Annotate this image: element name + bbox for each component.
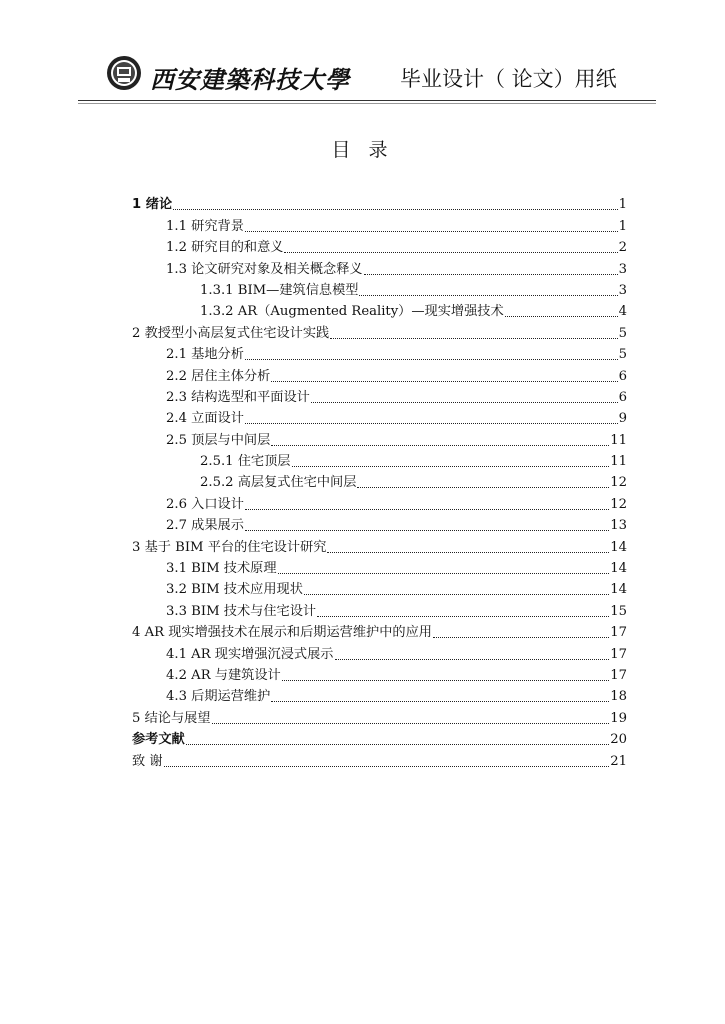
toc-page-number: 14	[610, 539, 627, 555]
toc-page-number: 21	[610, 753, 627, 769]
toc-dot-leader	[271, 366, 617, 382]
toc-page-number: 17	[610, 625, 627, 641]
toc-entry-label: 2.6 入口设计	[166, 496, 244, 512]
toc-dot-leader	[317, 601, 609, 617]
toc-page-number: 6	[618, 389, 627, 405]
toc-entry[interactable]	[132, 513, 627, 534]
toc-entry[interactable]	[132, 299, 627, 320]
toc-entry-label: 2.1 基地分析	[166, 347, 244, 363]
toc-entry-label: 1.1 研究背景	[166, 218, 244, 234]
toc-entry[interactable]	[132, 470, 627, 491]
toc-entry[interactable]	[132, 427, 627, 448]
toc-entry[interactable]	[132, 213, 627, 234]
toc-page-number: 1	[618, 197, 627, 213]
toc-page-number: 12	[610, 496, 627, 512]
toc-entry-label: 参考文献	[132, 732, 185, 748]
toc-entry[interactable]	[132, 491, 627, 512]
toc-entry[interactable]	[132, 748, 627, 769]
toc-entry-label: 2.3 结构选型和平面设计	[166, 389, 310, 405]
toc-dot-leader	[245, 515, 609, 531]
toc-page-number: 20	[610, 732, 627, 748]
toc-dot-leader	[359, 280, 617, 296]
toc-entry[interactable]	[132, 534, 627, 555]
toc-page-number: 13	[610, 518, 627, 534]
toc-entry-label: 2.5.2 高层复式住宅中间层	[200, 475, 357, 491]
toc-entry-label: 4.2 AR 与建筑设计	[166, 667, 281, 683]
toc-entry-label: 1.3.1 BIM—建筑信息模型	[200, 282, 359, 298]
header-divider	[78, 100, 656, 101]
toc-dot-leader	[282, 665, 609, 681]
toc-entry-label: 2 教授型小高层复式住宅设计实践	[132, 325, 330, 341]
toc-page-number: 14	[610, 582, 627, 598]
toc-dot-leader	[330, 323, 617, 339]
toc-entry[interactable]	[132, 449, 627, 470]
toc-entry-label: 4.3 后期运营维护	[166, 689, 271, 705]
toc-entry[interactable]	[132, 235, 627, 256]
toc-dot-leader	[164, 751, 610, 767]
toc-dot-leader	[271, 686, 609, 702]
toc-page-number: 5	[618, 347, 627, 363]
toc-entry-label: 1.3.2 AR（Augmented Reality）—现实增强技术	[200, 304, 504, 320]
toc-page-number: 6	[618, 368, 627, 384]
toc-entry[interactable]	[132, 577, 627, 598]
toc-dot-leader	[245, 216, 618, 232]
toc-dot-leader	[271, 430, 609, 446]
toc-dot-leader	[304, 579, 609, 595]
toc-entry-label: 2.2 居住主体分析	[166, 368, 271, 384]
toc-page-number: 2	[618, 240, 627, 256]
toc-page-number: 12	[610, 475, 627, 491]
toc-dot-leader	[357, 472, 609, 488]
toc-page-number: 17	[610, 667, 627, 683]
toc-entry-label: 3.1 BIM 技术原理	[166, 561, 277, 577]
toc-dot-leader	[364, 259, 618, 275]
university-name: 西安建築科技大學	[150, 65, 350, 94]
toc-page-number: 1	[618, 218, 627, 234]
toc-entry-label: 4.1 AR 现实增强沉浸式展示	[166, 646, 334, 662]
toc-page-number: 15	[610, 603, 627, 619]
toc-entry-label: 3.3 BIM 技术与住宅设计	[166, 603, 317, 619]
toc-dot-leader	[245, 344, 618, 360]
university-seal-icon	[106, 55, 142, 91]
toc-page-number: 17	[610, 646, 627, 662]
toc-page-number: 18	[610, 689, 627, 705]
table-of-contents	[132, 192, 627, 770]
toc-entry[interactable]	[132, 406, 627, 427]
toc-page-number: 19	[610, 710, 627, 726]
toc-entry[interactable]	[132, 192, 627, 213]
toc-dot-leader	[186, 729, 609, 745]
toc-dot-leader	[311, 387, 618, 403]
toc-page-number: 3	[618, 261, 627, 277]
toc-entry-label: 1 绪论	[132, 197, 173, 213]
toc-dot-leader	[245, 408, 618, 424]
toc-entry[interactable]	[132, 620, 627, 641]
toc-dot-leader	[245, 494, 609, 510]
toc-entry-label: 1.2 研究目的和意义	[166, 240, 284, 256]
document-type-label: 毕业设计（ 论文）用纸	[400, 67, 617, 91]
toc-entry-label: 2.5.1 住宅顶层	[200, 454, 291, 470]
toc-entry[interactable]	[132, 556, 627, 577]
toc-entry-label: 4 AR 现实增强技术在展示和后期运营维护中的应用	[132, 625, 432, 641]
toc-entry-label: 5 结论与展望	[132, 710, 211, 726]
toc-page-number: 11	[610, 432, 627, 448]
toc-entry[interactable]	[132, 727, 627, 748]
toc-entry[interactable]	[132, 278, 627, 299]
page-title: 目 录	[331, 139, 394, 161]
toc-dot-leader	[335, 644, 610, 660]
toc-entry-label: 2.4 立面设计	[166, 411, 244, 427]
toc-entry[interactable]	[132, 342, 627, 363]
toc-page-number: 14	[610, 561, 627, 577]
toc-entry-label: 3.2 BIM 技术应用现状	[166, 582, 303, 598]
toc-entry[interactable]	[132, 705, 627, 726]
toc-entry[interactable]	[132, 385, 627, 406]
header-divider-secondary	[78, 103, 656, 104]
toc-entry[interactable]	[132, 684, 627, 705]
toc-entry[interactable]	[132, 663, 627, 684]
toc-entry-label: 1.3 论文研究对象及相关概念释义	[166, 261, 363, 277]
toc-dot-leader	[292, 451, 610, 467]
toc-dot-leader	[505, 301, 618, 317]
toc-dot-leader	[433, 622, 609, 638]
toc-page-number: 5	[618, 325, 627, 341]
toc-page-number: 9	[618, 411, 627, 427]
toc-entry[interactable]	[132, 363, 627, 384]
toc-entry-label: 3 基于 BIM 平台的住宅设计研究	[132, 539, 327, 555]
toc-entry-label: 2.5 顶层与中间层	[166, 432, 271, 448]
toc-dot-leader	[327, 537, 609, 553]
toc-page-number: 3	[618, 282, 627, 298]
toc-entry[interactable]	[132, 598, 627, 619]
page-header	[78, 50, 656, 102]
toc-page-number: 4	[618, 304, 627, 320]
toc-dot-leader	[278, 558, 610, 574]
toc-entry[interactable]	[132, 256, 627, 277]
toc-entry[interactable]	[132, 641, 627, 662]
toc-entry-label: 致 谢	[132, 753, 163, 769]
toc-dot-leader	[173, 194, 617, 210]
toc-dot-leader	[212, 708, 610, 724]
toc-dot-leader	[284, 237, 617, 253]
toc-entry-label: 2.7 成果展示	[166, 518, 244, 534]
toc-entry[interactable]	[132, 320, 627, 341]
toc-page-number: 11	[610, 454, 627, 470]
